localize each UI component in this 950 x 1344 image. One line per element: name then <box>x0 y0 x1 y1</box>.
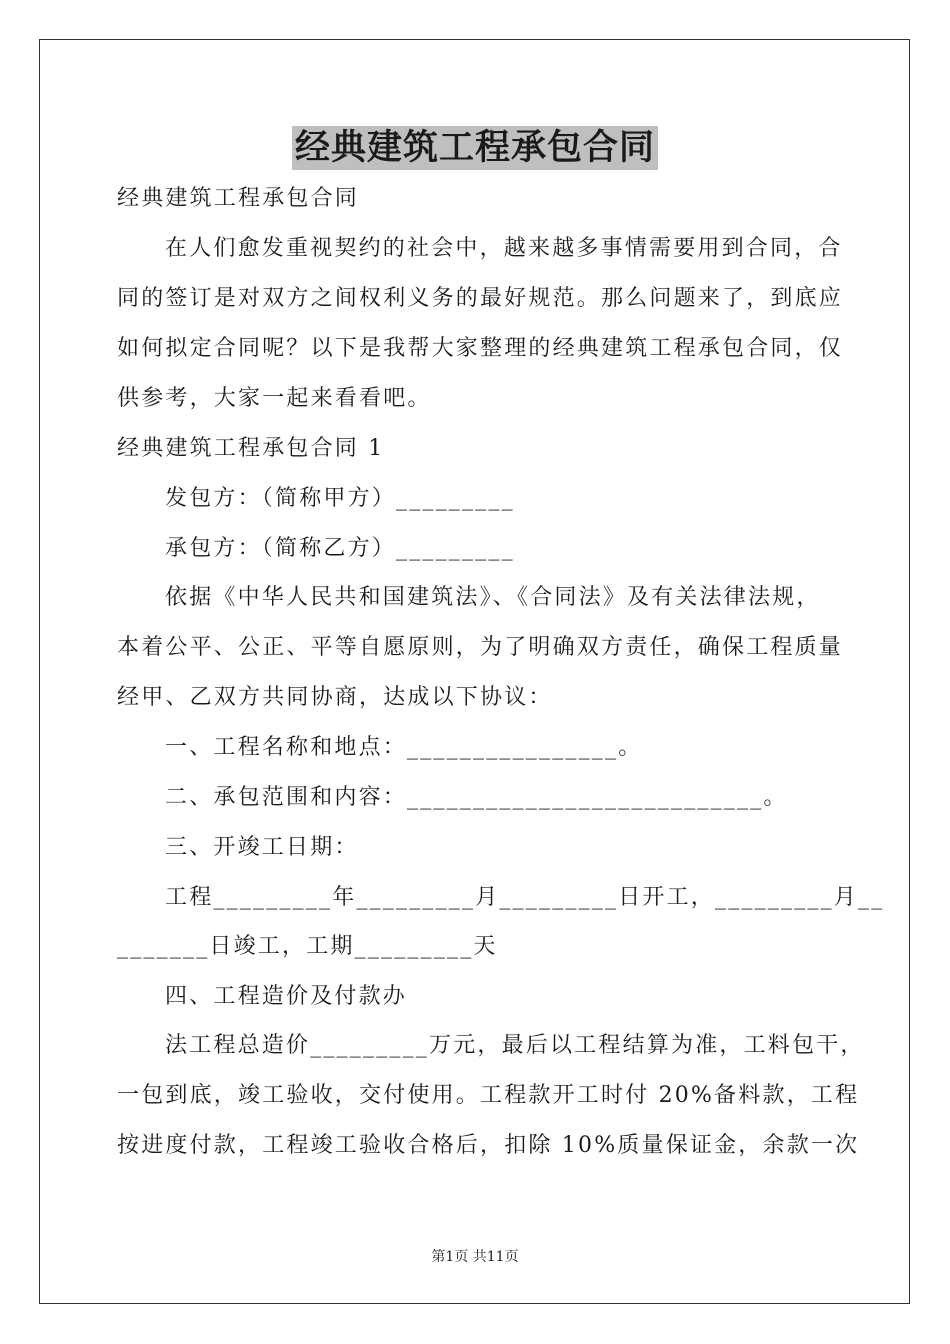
intro-line-2: 同的签订是对双方之间权利义务的最好规范。那么问题来了，到底应 <box>117 286 844 311</box>
section-heading: 经典建筑工程承包合同 1 <box>117 436 385 461</box>
payment-line-3: 按进度付款，工程竣工验收合格后，扣除 10%质量保证金，余款一次 <box>117 1133 860 1158</box>
party-b-line: 承包方：（简称乙方）_________ <box>165 536 515 561</box>
basis-line-3: 经甲、乙双方共同协商，达成以下协议： <box>117 685 553 710</box>
dates-line-2: _______日竣工，工期_________天 <box>117 934 498 959</box>
basis-line-1: 依据《中华人民共和国建筑法》、《合同法》及有关法律法规， <box>165 585 821 610</box>
doc-subtitle: 经典建筑工程承包合同 <box>117 186 360 211</box>
page-border <box>39 39 910 1304</box>
intro-line-3: 如何拟定合同呢？以下是我帮大家整理的经典建筑工程承包合同，仅 <box>117 336 844 361</box>
intro-line-1: 在人们愈发重视契约的社会中，越来越多事情需要用到合同，合 <box>165 236 843 261</box>
intro-line-4: 供参考，大家一起来看看吧。 <box>117 386 432 411</box>
payment-line-2: 一包到底，竣工验收，交付使用。工程款开工时付 20%备料款，工程 <box>117 1083 860 1108</box>
dates-line-1: 工程_________年_________月_________日开工，_________月__ <box>165 885 885 910</box>
party-a-line: 发包方：（简称甲方）_________ <box>165 486 515 511</box>
document-title: 经典建筑工程承包合同 <box>292 126 658 170</box>
clause-1: 一、工程名称和地点：________________。 <box>165 735 643 760</box>
clause-4: 四、工程造价及付款办 <box>165 984 408 1009</box>
basis-line-2: 本着公平、公正、平等自愿原则，为了明确双方责任，确保工程质量 <box>117 635 844 660</box>
title-container <box>0 126 950 170</box>
clause-3: 三、开竣工日期： <box>165 835 359 860</box>
page-number: 第1页 共11页 <box>431 1249 519 1265</box>
clause-2: 二、承包范围和内容：___________________________。 <box>165 785 788 810</box>
payment-line-1: 法工程总造价_________万元，最后以工程结算为准，工料包干， <box>165 1033 865 1058</box>
